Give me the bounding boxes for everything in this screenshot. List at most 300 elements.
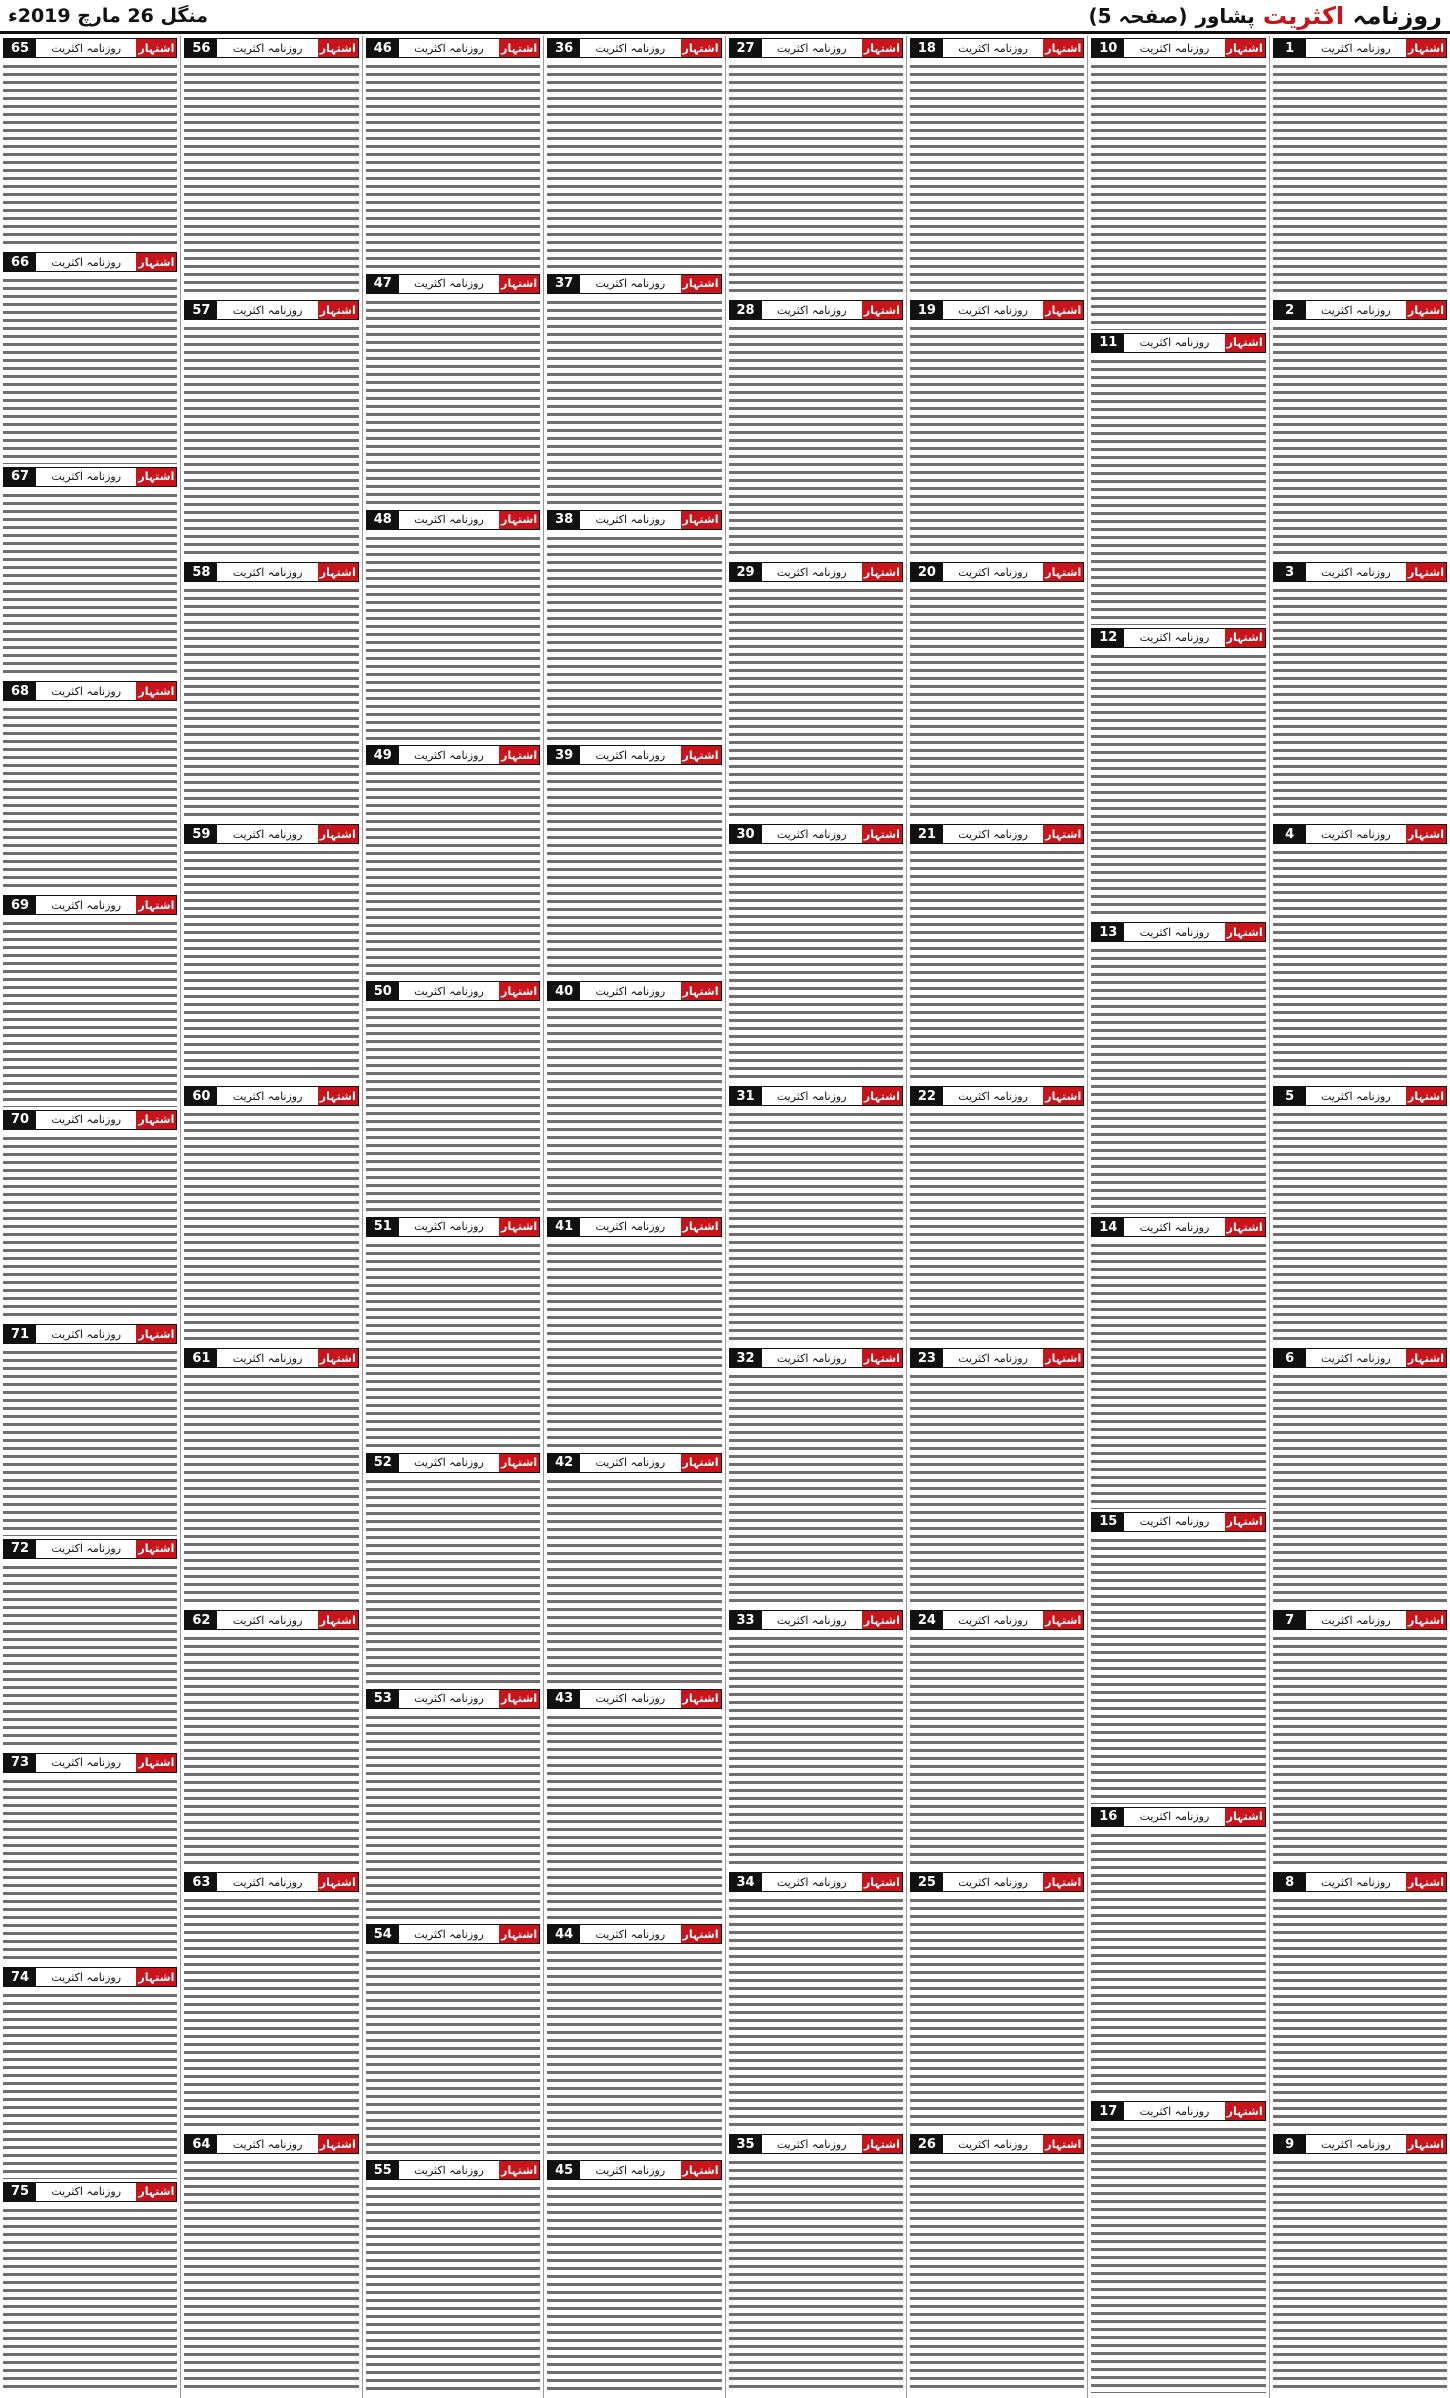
item-tag-label: روزنامہ اکثریت (1306, 825, 1406, 843)
item-number: 55 (367, 2161, 399, 2179)
item-number: 13 (1092, 923, 1124, 941)
item-tag-label: روزنامہ اکثریت (762, 1873, 862, 1891)
item-header-tag (547, 38, 721, 58)
news-item (3, 1967, 177, 2178)
item-tag-mark: اشتہار (136, 2183, 176, 2201)
item-header-tag (3, 1110, 177, 1130)
item-tag-label: روزنامہ اکثریت (1306, 1349, 1406, 1367)
item-tag-label: روزنامہ اکثریت (580, 511, 680, 529)
item-tag-label: روزنامہ اکثریت (943, 825, 1043, 843)
item-header-tag (366, 274, 540, 294)
item-header-tag (910, 2134, 1084, 2154)
item-number: 71 (4, 1325, 36, 1343)
item-tag-mark: اشتہار (862, 2135, 902, 2153)
news-item (3, 895, 177, 1106)
item-body-text (910, 847, 1084, 1083)
news-item (729, 38, 903, 297)
news-column (543, 36, 724, 2398)
item-number: 73 (4, 1754, 36, 1772)
item-tag-mark: اشتہار (1225, 629, 1265, 647)
item-body-text (1273, 585, 1447, 821)
item-tag-mark: اشتہار (136, 39, 176, 57)
item-body-text (366, 61, 540, 271)
item-body-text (1091, 2124, 1265, 2393)
item-tag-mark: اشتہار (862, 301, 902, 319)
item-tag-mark: اشتہار (1406, 563, 1446, 581)
item-tag-label: روزنامہ اکثریت (399, 2161, 499, 2179)
item-tag-mark: اشتہار (136, 682, 176, 700)
brand-word-1: روزنامہ (1352, 1, 1442, 30)
item-number: 70 (4, 1111, 36, 1129)
newspaper-logo (1263, 2, 1442, 30)
item-number: 27 (730, 39, 762, 57)
item-tag-mark: اشتہار (499, 1925, 539, 1943)
item-tag-label: روزنامہ اکثریت (1124, 2102, 1224, 2120)
news-item (366, 1453, 540, 1686)
item-body-text (3, 1133, 177, 1321)
news-columns (0, 36, 1450, 2398)
item-body-text (1273, 2157, 1447, 2393)
news-column (362, 36, 543, 2398)
news-item (910, 824, 1084, 1083)
item-body-text (184, 61, 358, 297)
item-body-text (910, 2157, 1084, 2393)
item-header-tag (184, 824, 358, 844)
news-item (1091, 333, 1265, 625)
news-column (1269, 36, 1450, 2398)
item-tag-mark: اشتہار (1043, 825, 1083, 843)
news-item (184, 562, 358, 821)
news-item (910, 38, 1084, 297)
news-item (910, 562, 1084, 821)
news-item (1091, 628, 1265, 920)
item-tag-mark: اشتہار (681, 982, 721, 1000)
item-header-tag (366, 510, 540, 530)
item-tag-mark: اشتہار (681, 1454, 721, 1472)
item-header-tag (910, 562, 1084, 582)
item-header-tag (3, 1539, 177, 1559)
news-item (729, 1872, 903, 2131)
item-tag-label: روزنامہ اکثریت (943, 2135, 1043, 2153)
item-number: 61 (185, 1349, 217, 1367)
item-tag-mark: اشتہار (862, 563, 902, 581)
item-header-tag (1273, 2134, 1447, 2154)
item-tag-mark: اشتہار (136, 1540, 176, 1558)
item-tag-mark: اشتہار (1406, 301, 1446, 319)
item-tag-label: روزنامہ اکثریت (36, 253, 136, 271)
item-tag-label: روزنامہ اکثریت (36, 468, 136, 486)
item-tag-mark: اشتہار (681, 1925, 721, 1943)
news-item (910, 2134, 1084, 2393)
item-tag-label: روزنامہ اکثریت (217, 1873, 317, 1891)
news-item (1273, 1348, 1447, 1607)
item-body-text (547, 1712, 721, 1922)
item-number: 69 (4, 896, 36, 914)
item-number: 25 (911, 1873, 943, 1891)
item-body-text (547, 297, 721, 507)
item-header-tag (1273, 38, 1447, 58)
news-column (906, 36, 1087, 2398)
item-number: 64 (185, 2135, 217, 2153)
item-number: 60 (185, 1087, 217, 1105)
item-header-tag (729, 1872, 903, 1892)
item-tag-mark: اشتہار (862, 1087, 902, 1105)
news-item (1091, 1512, 1265, 1804)
item-body-text (366, 1476, 540, 1686)
news-item (1273, 38, 1447, 297)
item-header-tag (1273, 1348, 1447, 1368)
item-header-tag (1273, 300, 1447, 320)
item-number: 50 (367, 982, 399, 1000)
item-tag-label: روزنامہ اکثریت (1306, 1873, 1406, 1891)
item-body-text (366, 297, 540, 507)
item-header-tag (3, 38, 177, 58)
item-tag-label: روزنامہ اکثریت (580, 1690, 680, 1708)
news-item (1273, 562, 1447, 821)
item-header-tag (729, 38, 903, 58)
item-tag-label: روزنامہ اکثریت (399, 1218, 499, 1236)
news-item (547, 2160, 721, 2393)
item-header-tag (184, 300, 358, 320)
item-body-text (1273, 1633, 1447, 1869)
item-tag-mark: اشتہار (1225, 39, 1265, 57)
item-tag-mark: اشتہار (1043, 1349, 1083, 1367)
news-item (910, 300, 1084, 559)
item-tag-label: روزنامہ اکثریت (1124, 334, 1224, 352)
item-body-text (547, 1004, 721, 1214)
item-header-tag (547, 745, 721, 765)
news-item (547, 1924, 721, 2157)
item-body-text (910, 323, 1084, 559)
item-body-text (184, 1633, 358, 1869)
item-number: 66 (4, 253, 36, 271)
item-body-text (910, 1371, 1084, 1607)
item-header-tag (547, 2160, 721, 2180)
item-header-tag (910, 1348, 1084, 1368)
item-number: 35 (730, 2135, 762, 2153)
item-number: 3 (1274, 563, 1306, 581)
item-header-tag (3, 681, 177, 701)
news-item (366, 1689, 540, 1922)
item-body-text (1091, 356, 1265, 625)
item-header-tag (3, 1753, 177, 1773)
item-body-text (3, 918, 177, 1106)
item-number: 7 (1274, 1611, 1306, 1629)
news-item (729, 562, 903, 821)
item-body-text (3, 275, 177, 463)
item-body-text (1091, 61, 1265, 330)
item-tag-label: روزنامہ اکثریت (580, 982, 680, 1000)
item-tag-mark: اشتہار (499, 275, 539, 293)
item-tag-mark: اشتہار (318, 825, 358, 843)
item-tag-label: روزنامہ اکثریت (762, 1611, 862, 1629)
news-item (366, 1924, 540, 2157)
news-item (1273, 1086, 1447, 1345)
item-number: 12 (1092, 629, 1124, 647)
item-number: 16 (1092, 1808, 1124, 1826)
item-tag-mark: اشتہار (318, 1873, 358, 1891)
item-body-text (184, 323, 358, 559)
item-tag-label: روزنامہ اکثریت (399, 1925, 499, 1943)
item-tag-mark: اشتہار (1043, 1873, 1083, 1891)
item-number: 29 (730, 563, 762, 581)
item-tag-mark: اشتہار (681, 746, 721, 764)
item-header-tag (366, 2160, 540, 2180)
item-tag-mark: اشتہار (1225, 2102, 1265, 2120)
item-tag-label: روزنامہ اکثریت (762, 1087, 862, 1105)
item-tag-label: روزنامہ اکثریت (943, 1611, 1043, 1629)
news-item (184, 38, 358, 297)
item-tag-mark: اشتہار (318, 301, 358, 319)
item-header-tag (184, 562, 358, 582)
item-tag-label: روزنامہ اکثریت (943, 1087, 1043, 1105)
item-header-tag (729, 824, 903, 844)
item-tag-label: روزنامہ اکثریت (1306, 2135, 1406, 2153)
news-item (547, 510, 721, 743)
item-header-tag (1273, 562, 1447, 582)
news-item (1273, 824, 1447, 1083)
item-header-tag (3, 2182, 177, 2202)
item-tag-label: روزنامہ اکثریت (399, 1454, 499, 1472)
item-body-text (366, 768, 540, 978)
news-item (547, 981, 721, 1214)
item-body-text (547, 61, 721, 271)
item-body-text (1091, 1240, 1265, 1509)
news-item (1091, 1807, 1265, 2099)
item-body-text (729, 61, 903, 297)
item-number: 15 (1092, 1513, 1124, 1531)
item-header-tag (910, 1086, 1084, 1106)
item-tag-label: روزنامہ اکثریت (943, 1873, 1043, 1891)
item-tag-mark: اشتہار (862, 1611, 902, 1629)
item-body-text (366, 1004, 540, 1214)
item-tag-label: روزنامہ اکثریت (217, 2135, 317, 2153)
item-header-tag (910, 300, 1084, 320)
item-number: 54 (367, 1925, 399, 1943)
item-tag-mark: اشتہار (1406, 1349, 1446, 1367)
item-number: 68 (4, 682, 36, 700)
item-tag-label: روزنامہ اکثریت (36, 682, 136, 700)
item-tag-label: روزنامہ اکثریت (1306, 1087, 1406, 1105)
news-item (184, 1610, 358, 1869)
item-tag-label: روزنامہ اکثریت (943, 563, 1043, 581)
item-tag-mark: اشتہار (681, 39, 721, 57)
item-body-text (910, 1895, 1084, 2131)
news-item (729, 300, 903, 559)
item-tag-label: روزنامہ اکثریت (217, 1087, 317, 1105)
news-item (1091, 38, 1265, 330)
item-tag-label: روزنامہ اکثریت (1124, 923, 1224, 941)
item-body-text (1273, 1895, 1447, 2131)
item-tag-label: روزنامہ اکثریت (217, 563, 317, 581)
item-header-tag (547, 274, 721, 294)
page-number: (صفحہ 5) (1088, 3, 1188, 28)
item-tag-mark: اشتہار (681, 511, 721, 529)
item-number: 63 (185, 1873, 217, 1891)
item-tag-label: روزنامہ اکثریت (1124, 1218, 1224, 1236)
item-tag-label: روزنامہ اکثریت (36, 1540, 136, 1558)
item-number: 62 (185, 1611, 217, 1629)
item-body-text (547, 1240, 721, 1450)
item-header-tag (184, 1610, 358, 1630)
item-tag-label: روزنامہ اکثریت (1124, 39, 1224, 57)
item-tag-mark: اشتہار (681, 1690, 721, 1708)
news-item (547, 1689, 721, 1922)
item-body-text (547, 768, 721, 978)
item-number: 38 (548, 511, 580, 529)
item-number: 28 (730, 301, 762, 319)
news-item (184, 824, 358, 1083)
item-tag-mark: اشتہار (862, 825, 902, 843)
item-header-tag (910, 1872, 1084, 1892)
item-body-text (184, 1109, 358, 1345)
news-item (1091, 2101, 1265, 2393)
news-item (1091, 922, 1265, 1214)
news-item (1273, 2134, 1447, 2393)
news-item (184, 1086, 358, 1345)
item-tag-mark: اشتہار (499, 982, 539, 1000)
item-header-tag (547, 1217, 721, 1237)
item-tag-label: روزنامہ اکثریت (217, 1611, 317, 1629)
item-body-text (366, 1947, 540, 2157)
item-tag-mark: اشتہار (681, 2161, 721, 2179)
item-number: 59 (185, 825, 217, 843)
news-item (366, 1217, 540, 1450)
item-tag-label: روزنامہ اکثریت (1124, 1513, 1224, 1531)
item-body-text (910, 1633, 1084, 1869)
item-tag-label: روزنامہ اکثریت (762, 563, 862, 581)
item-number: 30 (730, 825, 762, 843)
item-number: 32 (730, 1349, 762, 1367)
news-column (180, 36, 361, 2398)
item-tag-mark: اشتہار (681, 1218, 721, 1236)
item-header-tag (910, 824, 1084, 844)
item-tag-label: روزنامہ اکثریت (217, 825, 317, 843)
news-item (3, 38, 177, 249)
item-tag-label: روزنامہ اکثریت (762, 301, 862, 319)
item-header-tag (729, 1348, 903, 1368)
item-number: 40 (548, 982, 580, 1000)
item-tag-mark: اشتہار (862, 39, 902, 57)
news-item (184, 1348, 358, 1607)
item-number: 5 (1274, 1087, 1306, 1105)
item-number: 1 (1274, 39, 1306, 57)
news-item (3, 1324, 177, 1535)
item-tag-label: روزنامہ اکثریت (399, 511, 499, 529)
item-body-text (729, 1371, 903, 1607)
news-item (547, 274, 721, 507)
item-header-tag (1091, 333, 1265, 353)
news-item (729, 1610, 903, 1869)
item-tag-label: روزنامہ اکثریت (943, 301, 1043, 319)
item-header-tag (3, 467, 177, 487)
news-item (729, 824, 903, 1083)
item-number: 10 (1092, 39, 1124, 57)
item-header-tag (366, 745, 540, 765)
item-number: 22 (911, 1087, 943, 1105)
item-tag-label: روزنامہ اکثریت (580, 39, 680, 57)
item-header-tag (729, 2134, 903, 2154)
news-item (184, 1872, 358, 2131)
item-body-text (1273, 847, 1447, 1083)
item-number: 57 (185, 301, 217, 319)
item-tag-label: روزنامہ اکثریت (217, 1349, 317, 1367)
item-number: 49 (367, 746, 399, 764)
item-header-tag (184, 38, 358, 58)
item-body-text (1273, 61, 1447, 297)
news-item (366, 745, 540, 978)
item-number: 47 (367, 275, 399, 293)
item-header-tag (547, 1924, 721, 1944)
item-tag-mark: اشتہار (1225, 1218, 1265, 1236)
item-number: 65 (4, 39, 36, 57)
news-item (184, 2134, 358, 2393)
news-item (910, 1872, 1084, 2131)
news-item (3, 2182, 177, 2393)
news-item (366, 2160, 540, 2393)
item-body-text (3, 1347, 177, 1535)
item-tag-label: روزنامہ اکثریت (580, 746, 680, 764)
item-tag-label: روزنامہ اکثریت (217, 301, 317, 319)
item-tag-label: روزنامہ اکثریت (1306, 563, 1406, 581)
item-body-text (184, 2157, 358, 2393)
news-column (0, 36, 180, 2398)
item-header-tag (1091, 1512, 1265, 1532)
item-body-text (910, 1109, 1084, 1345)
item-header-tag (547, 510, 721, 530)
item-number: 44 (548, 1925, 580, 1943)
item-body-text (910, 585, 1084, 821)
item-number: 4 (1274, 825, 1306, 843)
item-body-text (729, 1895, 903, 2131)
item-tag-mark: اشتہار (136, 1754, 176, 1772)
news-item (366, 274, 540, 507)
item-number: 20 (911, 563, 943, 581)
item-tag-label: روزنامہ اکثریت (399, 39, 499, 57)
item-number: 72 (4, 1540, 36, 1558)
item-number: 74 (4, 1968, 36, 1986)
item-tag-label: روزنامہ اکثریت (399, 1690, 499, 1708)
item-tag-mark: اشتہار (1043, 2135, 1083, 2153)
item-tag-mark: اشتہار (1406, 2135, 1446, 2153)
item-number: 43 (548, 1690, 580, 1708)
item-tag-mark: اشتہار (1225, 1513, 1265, 1531)
item-number: 21 (911, 825, 943, 843)
item-body-text (366, 1712, 540, 1922)
city-name: پشاور (1195, 3, 1255, 28)
item-number: 67 (4, 468, 36, 486)
item-body-text (547, 2183, 721, 2393)
item-header-tag (366, 1689, 540, 1709)
item-tag-label: روزنامہ اکثریت (762, 2135, 862, 2153)
item-tag-mark: اشتہار (318, 2135, 358, 2153)
item-tag-label: روزنامہ اکثریت (36, 1754, 136, 1772)
item-tag-mark: اشتہار (318, 39, 358, 57)
news-item (547, 38, 721, 271)
item-header-tag (3, 1324, 177, 1344)
item-number: 39 (548, 746, 580, 764)
item-number: 9 (1274, 2135, 1306, 2153)
item-tag-mark: اشتہار (499, 1690, 539, 1708)
item-number: 17 (1092, 2102, 1124, 2120)
item-tag-mark: اشتہار (1043, 39, 1083, 57)
item-tag-label: روزنامہ اکثریت (1306, 1611, 1406, 1629)
item-header-tag (547, 981, 721, 1001)
item-header-tag (366, 1924, 540, 1944)
item-tag-label: روزنامہ اکثریت (36, 2183, 136, 2201)
item-body-text (1091, 1535, 1265, 1804)
item-number: 14 (1092, 1218, 1124, 1236)
